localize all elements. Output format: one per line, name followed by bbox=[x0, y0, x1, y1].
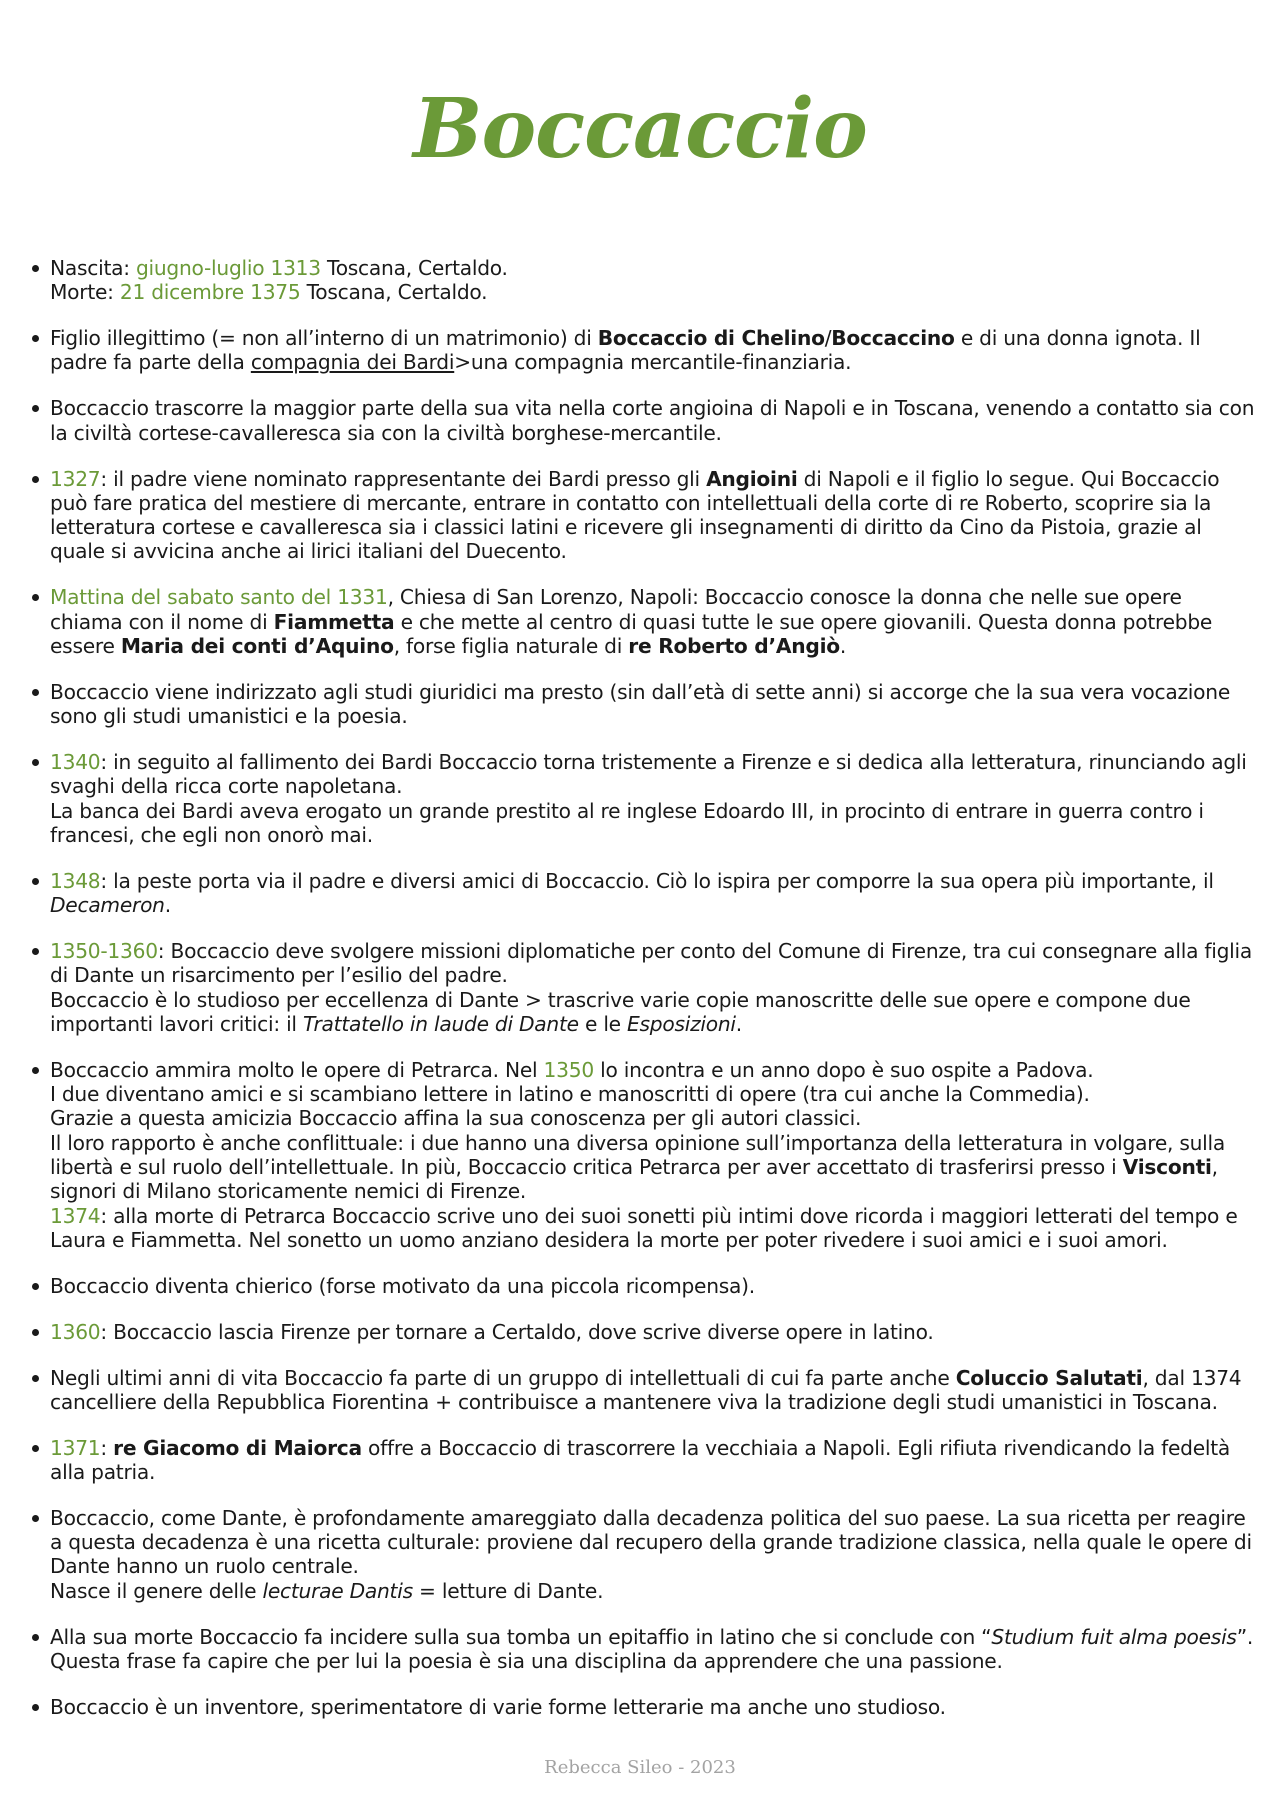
text-segment: Boccaccio viene indirizzato agli studi giuridici ma presto (sin dall’età di sette anni) si accorge che la sua vera vocazione sono gli studi umanistici e la poesia. bbox=[50, 679, 1230, 729]
text-segment: Il loro rapporto è anche conflittuale: i due hanno una diversa opinione sull’importanza della letteratura in volgare, sulla libertà e sul ruolo dell’intellettuale. In più, Boccaccio critica Petrarca per aver accettato di trasferirsi presso i bbox=[50, 1130, 1225, 1179]
author-footer: Rebecca Sileo - 2023 bbox=[544, 1757, 736, 1778]
bold-name: re Roberto d’Angiò bbox=[628, 633, 840, 658]
list-item bbox=[30, 869, 1255, 918]
list-item bbox=[30, 1058, 1255, 1252]
text-segment: Figlio illegittimo (= non all’interno di un matrimonio) di bbox=[50, 326, 598, 351]
italic-title: lecturae Dantis bbox=[262, 1578, 413, 1603]
highlight-date: 1350 bbox=[543, 1057, 594, 1082]
highlight-date: 1340 bbox=[50, 750, 101, 775]
list-item bbox=[30, 680, 1255, 729]
text-segment: La banca dei Bardi aveva erogato un grande prestito al re inglese Edoardo III, in procinto di entrare in guerra contro i francesi, che egli non onorò mai. bbox=[50, 798, 1204, 847]
highlight-date: giugno-luglio 1313 bbox=[135, 256, 321, 280]
text-segment: Morte: bbox=[50, 280, 120, 305]
highlight-date: 1374 bbox=[50, 1203, 101, 1228]
text-segment: , dal 1374 cancelliere della Repubblica Fiorentina + contribuisce a mantenere viva la tradizione degli studi umanistici in Toscana. bbox=[50, 1365, 1242, 1414]
text-segment: = letture di Dante. bbox=[412, 1578, 604, 1603]
list-item bbox=[30, 1274, 1255, 1298]
text-segment: , signori di Milano storicamente nemici di Firenze. bbox=[50, 1154, 1218, 1204]
list-item bbox=[30, 256, 1255, 305]
list-item bbox=[30, 585, 1255, 658]
text-segment: : il padre viene nominato rappresentante dei Bardi presso gli bbox=[100, 466, 707, 491]
text-segment: Boccaccio, come Dante, è profondamente amareggiato dalla decadenza politica del suo paese. La sua ricetta per reagire a questa decadenza è una ricetta culturale: proviene dal recupero della grande tradizione classica, nella quale le opere di Dante hanno un ruolo centrale. bbox=[50, 1505, 1252, 1579]
list-item bbox=[30, 467, 1255, 564]
highlight-date: 1327 bbox=[50, 466, 101, 491]
text-segment: di Napoli e il figlio lo segue. Qui Boccaccio può fare pratica del mestiere di mercante, entrare in contatto con intellettuali della corte di re Roberto, scoprire sia la letteratura cortese e cavalleresca sia i classici latini e ricevere gli insegnamenti di diritto da Cino da Pistoia, grazie al quale si avvicina anche ai lirici italiani del Duecento. bbox=[50, 466, 1220, 564]
text-segment: e che mette al centro di quasi tutte le sue opere giovanili. Questa donna potrebbe essere bbox=[50, 609, 1213, 658]
list-item bbox=[30, 1625, 1255, 1674]
list-item bbox=[30, 1366, 1255, 1415]
text-segment: : bbox=[100, 1435, 114, 1460]
text-segment: , forse figlia naturale di bbox=[393, 633, 629, 658]
text-segment: Nascita: bbox=[50, 256, 136, 280]
text-segment: Nasce il genere delle bbox=[50, 1578, 263, 1603]
list-item bbox=[30, 326, 1255, 375]
highlight-date: 1360 bbox=[50, 1319, 101, 1344]
text-segment: . bbox=[839, 633, 847, 658]
text-segment: I due diventano amici e si scambiano lettere in latino e manoscritti di opere (tra cui anche la Commedia). bbox=[50, 1082, 1090, 1107]
bold-name: Fiammetta bbox=[273, 609, 395, 634]
text-segment: : alla morte di Petrarca Boccaccio scrive uno dei suoi sonetti più intimi dove ricorda i maggiori letterati del tempo e Laura e Fiammetta. Nel sonetto un uomo anziano desidera la morte per poter rivedere i suoi amici e i suoi amori. bbox=[50, 1203, 1238, 1252]
text-segment: / bbox=[824, 326, 832, 351]
text-segment: lo incontra e un anno dopo è suo ospite a Padova. bbox=[593, 1057, 1094, 1082]
highlight-date: 1348 bbox=[50, 868, 101, 893]
text-segment: offre a Boccaccio di trascorrere la vecchiaia a Napoli. Egli rifiuta rivendicando la fedeltà alla patria. bbox=[50, 1435, 1231, 1484]
text-segment: : Boccaccio deve svolgere missioni diplomatiche per conto del Comune di Firenze, tra cui consegnare alla figlia di Dante un risarcimento per l’esilio del padre. bbox=[50, 938, 1253, 988]
bold-name: Visconti bbox=[1122, 1154, 1212, 1179]
text-segment: Grazie a questa amicizia Boccaccio affina la sua conoscenza per gli autori classici. bbox=[50, 1106, 862, 1131]
italic-title: Decameron bbox=[50, 893, 165, 918]
text-segment: : in seguito al fallimento dei Bardi Boccaccio torna tristemente a Firenze e si dedica alla letteratura, rinunciando agli svaghi della ricca corte napoletana. bbox=[50, 750, 1247, 799]
text-segment: Boccaccio è un inventore, sperimentatore di varie forme letterarie ma anche uno studioso. bbox=[50, 1694, 946, 1719]
list-item bbox=[30, 396, 1255, 445]
page-title: Boccaccio bbox=[413, 81, 867, 177]
bold-name: Boccaccio di Chelino bbox=[597, 326, 825, 351]
text-segment: Alla sua morte Boccaccio fa incidere sulla sua tomba un epitaffio in latino che si conclude con “ bbox=[50, 1624, 992, 1649]
text-segment: Toscana, Certaldo. bbox=[300, 280, 488, 305]
highlight-date: Mattina del sabato santo del 1331 bbox=[50, 585, 388, 610]
list-item bbox=[30, 1695, 1255, 1719]
text-segment: Boccaccio diventa chierico (forse motivato da una piccola ricompensa). bbox=[50, 1273, 755, 1298]
bold-name: Angioini bbox=[706, 466, 798, 491]
list-item bbox=[30, 1436, 1255, 1485]
text-segment: e le bbox=[578, 1011, 628, 1036]
highlight-date: 1350-1360 bbox=[50, 938, 158, 963]
text-segment: . bbox=[735, 1011, 742, 1036]
bullet-list bbox=[30, 256, 1255, 1741]
bold-name: re Giacomo di Maiorca bbox=[113, 1435, 362, 1460]
text-segment: Boccaccio è lo studioso per eccellenza di Dante > trascrive varie copie manoscritte delle sue opere e compone due importanti lavori critici: il bbox=[50, 987, 1191, 1036]
text-segment: Toscana, Certaldo. bbox=[320, 256, 508, 280]
list-item bbox=[30, 750, 1255, 847]
list-item bbox=[30, 939, 1255, 1036]
text-segment: . bbox=[164, 893, 171, 918]
list-item bbox=[30, 1506, 1255, 1603]
italic-title: Studium fuit alma poesis bbox=[991, 1624, 1237, 1649]
bold-name: Coluccio Salutati bbox=[955, 1365, 1143, 1390]
text-segment: , Chiesa di San Lorenzo, Napoli: Boccaccio conosce la donna che nelle sue opere chiama con il nome di bbox=[50, 585, 1182, 634]
highlight-date: 21 dicembre 1375 bbox=[119, 280, 301, 305]
italic-title: Esposizioni bbox=[627, 1011, 736, 1036]
text-segment: e di una donna ignota. Il padre fa parte della bbox=[50, 326, 1201, 375]
text-segment: >una compagnia mercantile-finanziaria. bbox=[454, 350, 852, 375]
text-segment: : la peste porta via il padre e diversi amici di Boccaccio. Ciò lo ispira per comporre la sua opera più importante, il bbox=[100, 868, 1214, 893]
underlined-text: compagnia dei Bardi bbox=[250, 350, 455, 375]
text-segment: Negli ultimi anni di vita Boccaccio fa parte di un gruppo di intellettuali di cui fa parte anche bbox=[50, 1365, 956, 1390]
italic-title: Trattatello in laude di Dante bbox=[302, 1011, 579, 1036]
text-segment: : Boccaccio lascia Firenze per tornare a Certaldo, dove scrive diverse opere in latino. bbox=[100, 1319, 934, 1344]
bold-name: Maria dei conti d’Aquino bbox=[120, 633, 394, 658]
text-segment: ”. Questa frase fa capire che per lui la poesia è sia una disciplina da apprendere che una passione. bbox=[50, 1624, 1254, 1673]
text-segment: Boccaccio ammira molto le opere di Petrarca. Nel bbox=[50, 1057, 544, 1082]
highlight-date: 1371 bbox=[50, 1435, 101, 1460]
text-segment: Boccaccio trascorre la maggior parte della sua vita nella corte angioina di Napoli e in Toscana, venendo a contatto sia con la civiltà cortese-cavalleresca sia con la civiltà borghese-mercantile. bbox=[50, 396, 1255, 445]
bold-name: Boccaccino bbox=[831, 326, 955, 351]
list-item bbox=[30, 1320, 1255, 1344]
